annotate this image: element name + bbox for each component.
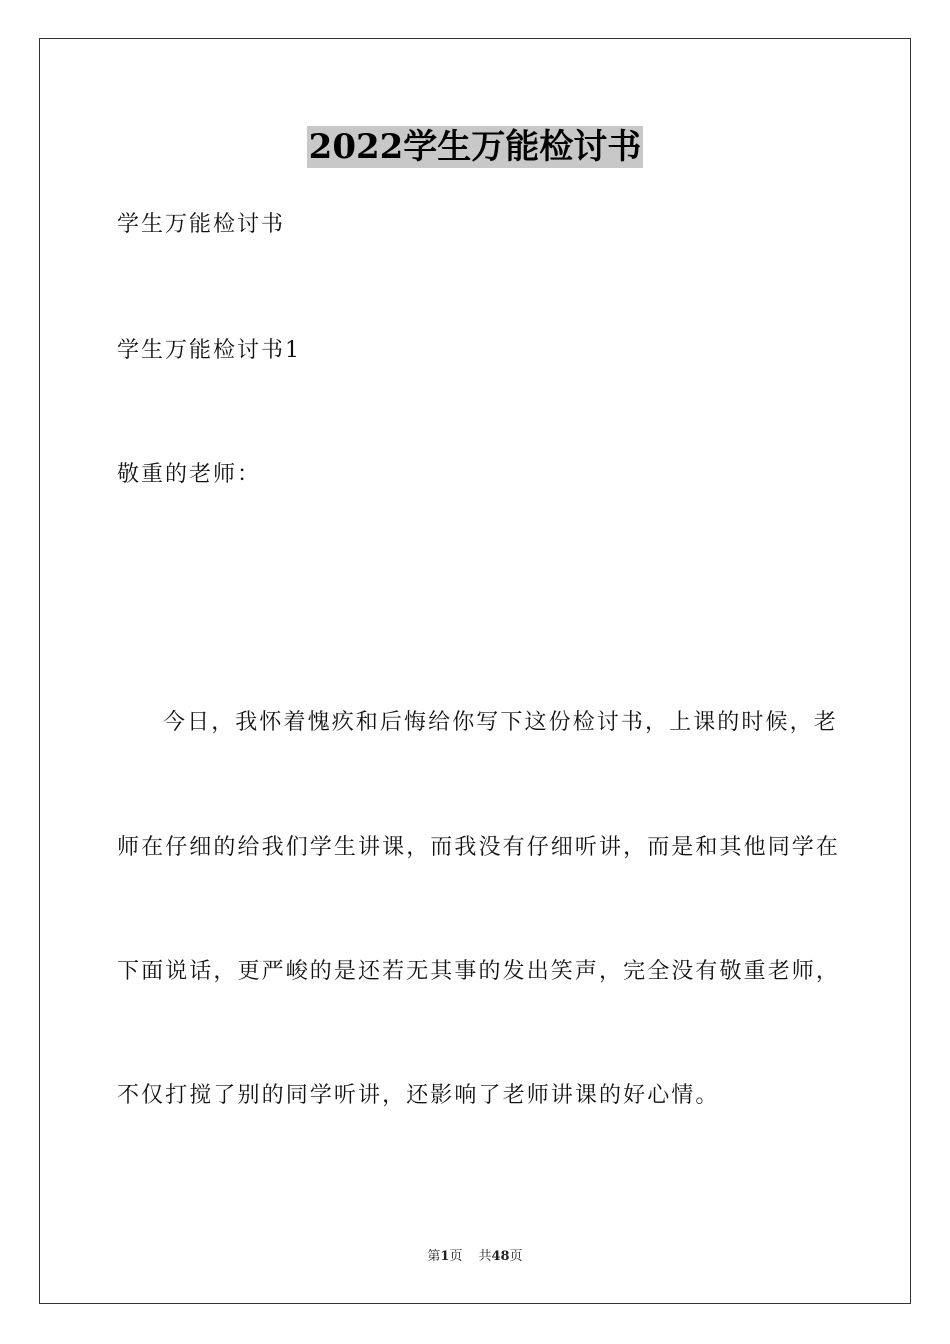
footer-total-pages: 48 bbox=[491, 1249, 510, 1264]
footer-page-suffix: 页 bbox=[449, 1249, 463, 1264]
title-container bbox=[0, 126, 950, 168]
page-footer bbox=[0, 1248, 950, 1266]
footer-page-prefix: 第 bbox=[427, 1249, 441, 1264]
footer-total-prefix: 共 bbox=[478, 1249, 492, 1264]
paragraph-line: 师在仔细的给我们学生讲课，而我没有仔细听讲，而是和其他同学在 bbox=[117, 835, 841, 860]
paragraph-line: 下面说话，更严峻的是还若无其事的发出笑声，完全没有敬重老师， bbox=[117, 959, 841, 984]
document-title: 2022学生万能检讨书 bbox=[308, 127, 642, 167]
paragraph-line: 今日，我怀着愧疚和后悔给你写下这份检讨书，上课的时候，老 bbox=[163, 710, 838, 735]
document-subtitle: 学生万能检讨书 bbox=[117, 212, 286, 237]
salutation: 敬重的老师： bbox=[117, 462, 262, 487]
footer-page-number: 1 bbox=[440, 1249, 450, 1264]
footer-total-suffix: 页 bbox=[509, 1249, 523, 1264]
section-heading: 学生万能检讨书1 bbox=[117, 338, 301, 363]
paragraph-line: 不仅打搅了别的同学听讲，还影响了老师讲课的好心情。 bbox=[117, 1083, 720, 1108]
